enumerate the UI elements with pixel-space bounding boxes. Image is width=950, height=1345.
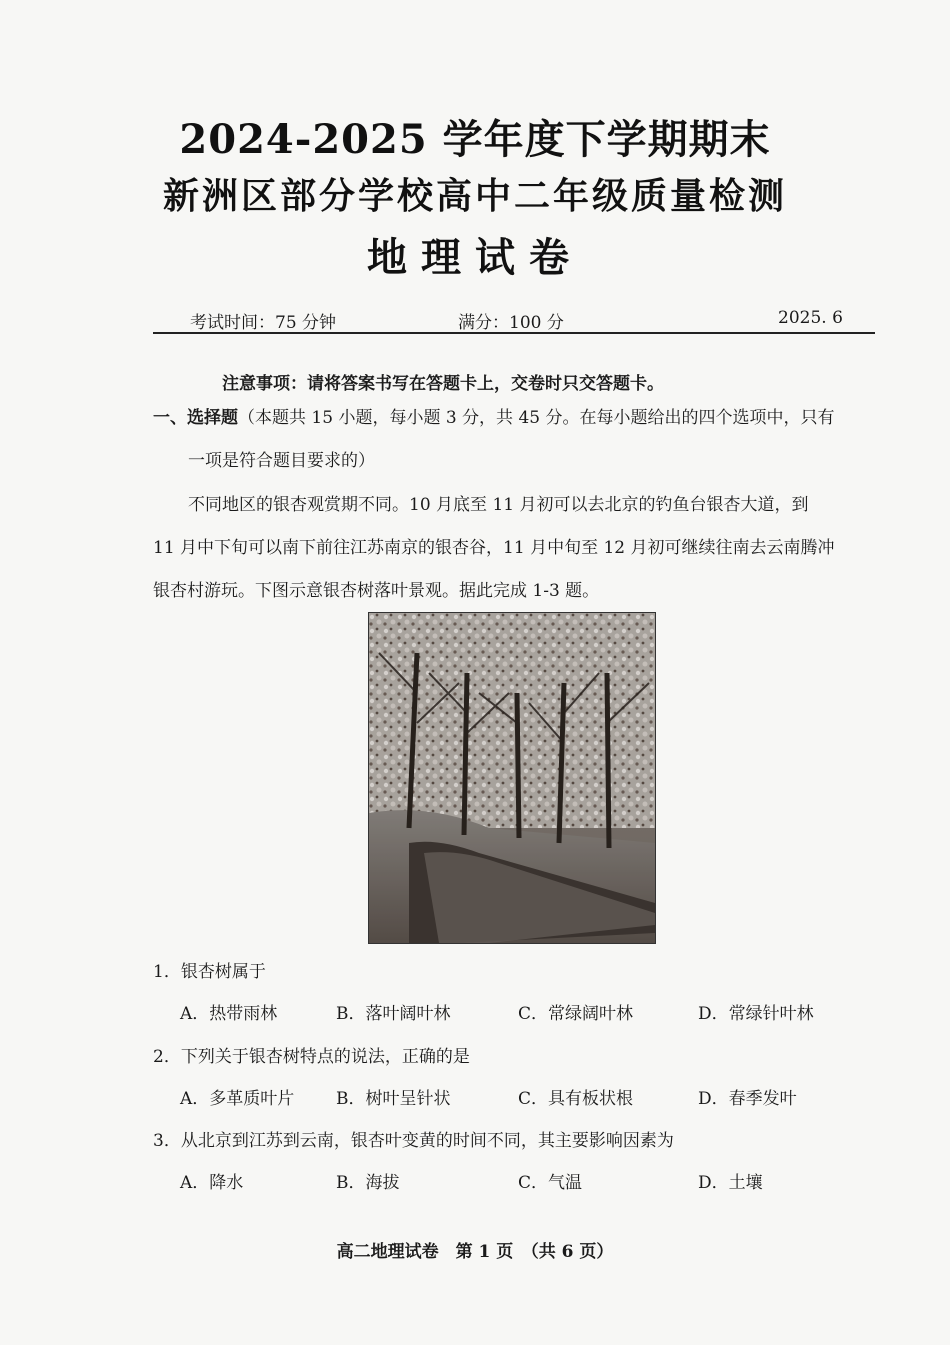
section-title: 一、选择题 [153,408,238,428]
exam-title-year: 2024-2025 学年度下学期期末 [179,116,771,163]
exam-title-subject: 地理试卷 [367,234,583,281]
question-3-option-b: B．海拔 [336,1173,400,1193]
exam-date: 2025. 6 [778,308,843,328]
passage-line-2: 11 月中下旬可以南下前往江苏南京的银杏谷，11 月中旬至 12 月初可继续往南去云南腾冲 [153,538,835,558]
exam-title-school: 新洲区部分学校高中二年级质量检测 [162,175,787,217]
exam-score: 满分：100 分 [458,313,564,333]
passage-line-1: 不同地区的银杏观赏期不同。10 月底至 11 月初可以去北京的钓鱼台银杏大道，到 [188,495,809,515]
section-description-cont: 一项是符合题目要求的） [188,451,375,471]
question-3-option-c: C．气温 [518,1173,583,1193]
notice-text: 注意事项：请将答案书写在答题卡上，交卷时只交答题卡。 [222,374,664,394]
header-divider [153,332,875,334]
section-heading [153,407,835,429]
question-2-option-c: C．具有板状根 [518,1089,634,1109]
ginkgo-photo [368,612,656,944]
question-3-option-a: A．降水 [180,1173,244,1193]
question-2-option-b: B．树叶呈针状 [336,1089,451,1109]
question-1-option-d: D．常绿针叶林 [698,1004,814,1024]
question-3-stem: 3．从北京到江苏到云南，银杏叶变黄的时间不同，其主要影响因素为 [153,1131,674,1151]
question-1-option-c: C．常绿阔叶林 [518,1004,634,1024]
ginkgo-photo-illustration [369,613,655,943]
question-3-option-d: D．土壤 [698,1173,763,1193]
question-1-option-b: B．落叶阔叶林 [336,1004,451,1024]
passage-line-3: 银杏村游玩。下图示意银杏树落叶景观。据此完成 1-3 题。 [153,581,600,601]
question-2-option-d: D．春季发叶 [698,1089,797,1109]
question-1-option-a: A．热带雨林 [180,1004,278,1024]
exam-time: 考试时间：75 分钟 [190,313,337,333]
section-description: （本题共 15 小题，每小题 3 分，共 45 分。在每小题给出的四个选项中，只有 [238,408,835,428]
page-footer: 高二地理试卷 第 1 页 （共 6 页） [336,1242,614,1262]
question-2-option-a: A．多革质叶片 [180,1089,295,1109]
question-1-stem: 1．银杏树属于 [153,962,266,982]
question-2-stem: 2．下列关于银杏树特点的说法，正确的是 [153,1047,470,1067]
